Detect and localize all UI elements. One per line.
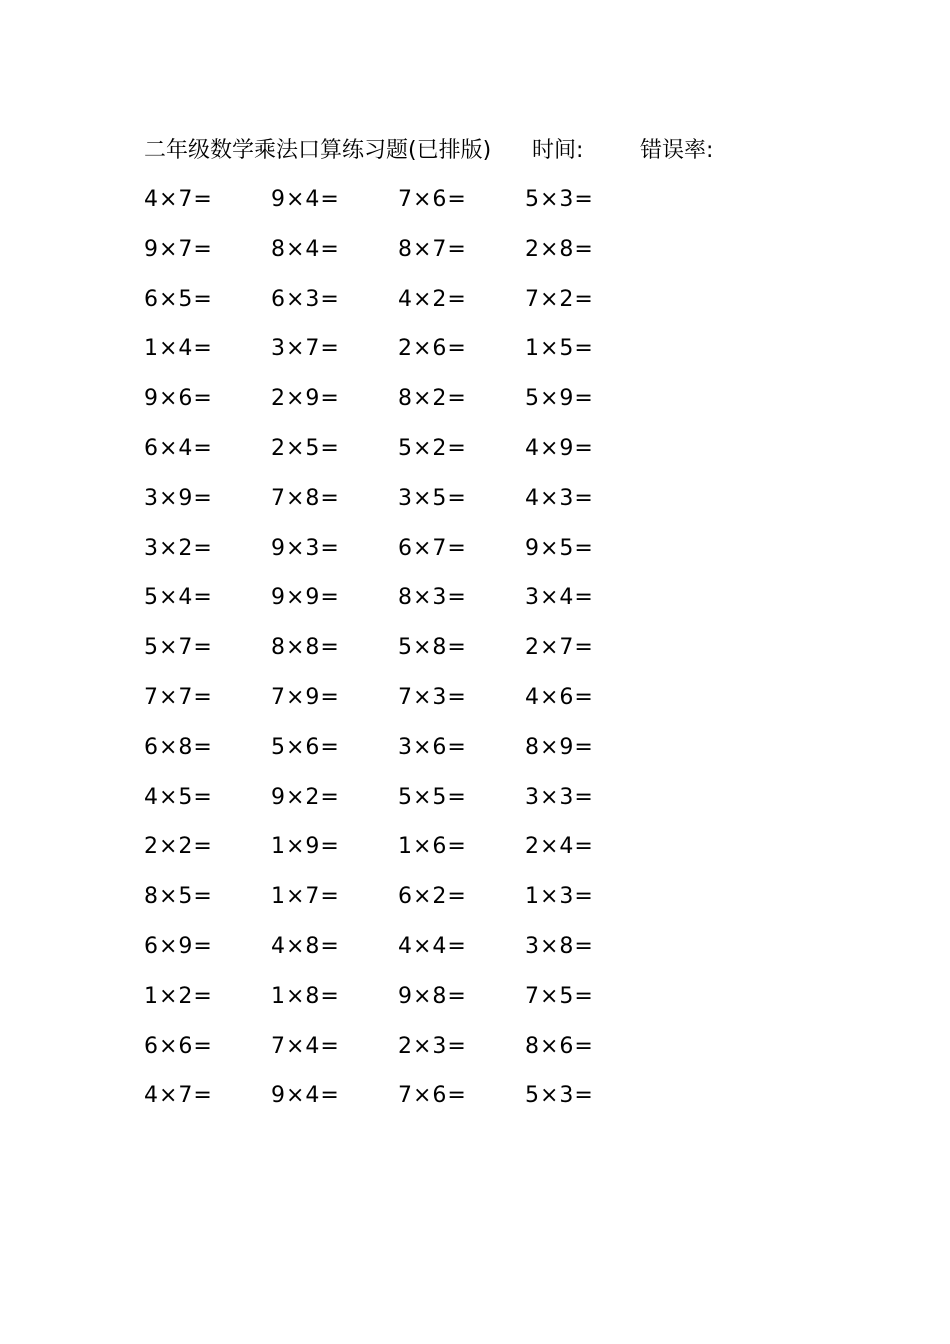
problem-item: 5×2= xyxy=(398,435,467,461)
problem-item: 2×5= xyxy=(271,435,340,461)
problem-item: 4×7= xyxy=(144,187,213,212)
problem-item: 3×5= xyxy=(398,485,467,511)
problem-item: 9×9= xyxy=(271,585,340,611)
problem-item: 9×4= xyxy=(271,1083,340,1109)
problem-item: 7×6= xyxy=(398,1083,467,1109)
problem-item: 1×7= xyxy=(271,884,340,910)
problem-item: 8×9= xyxy=(525,734,594,760)
problem-item: 5×3= xyxy=(525,187,594,212)
problem-item: 9×3= xyxy=(271,535,340,561)
problem-grid xyxy=(144,184,664,1130)
problem-item: 7×9= xyxy=(271,684,340,710)
problem-item: 4×2= xyxy=(398,286,467,312)
problem-row xyxy=(144,1080,664,1130)
problem-row xyxy=(144,184,664,234)
problem-item: 2×8= xyxy=(525,236,594,262)
problem-item: 3×7= xyxy=(271,336,340,362)
problem-item: 2×3= xyxy=(398,1033,467,1059)
problem-row xyxy=(144,931,664,981)
problem-item: 6×6= xyxy=(144,1033,213,1059)
problem-item: 4×8= xyxy=(271,933,340,959)
problem-item: 3×2= xyxy=(144,535,213,561)
problem-row xyxy=(144,284,664,334)
problem-item: 3×3= xyxy=(525,784,594,810)
problem-item: 7×6= xyxy=(398,187,467,212)
problem-item: 5×5= xyxy=(398,784,467,810)
problem-item: 9×2= xyxy=(271,784,340,810)
worksheet-header xyxy=(0,133,950,169)
problem-item: 3×6= xyxy=(398,734,467,760)
problem-row xyxy=(144,582,664,632)
problem-row xyxy=(144,433,664,483)
problem-item: 3×4= xyxy=(525,585,594,611)
problem-item: 6×8= xyxy=(144,734,213,760)
problem-item: 1×8= xyxy=(271,983,340,1009)
problem-item: 9×8= xyxy=(398,983,467,1009)
problem-row xyxy=(144,682,664,732)
problem-item: 2×4= xyxy=(525,834,594,860)
problem-item: 6×3= xyxy=(271,286,340,312)
problem-row xyxy=(144,632,664,682)
problem-item: 8×2= xyxy=(398,386,467,412)
problem-item: 8×6= xyxy=(525,1033,594,1059)
problem-item: 5×4= xyxy=(144,585,213,611)
worksheet-title: 二年级数学乘法口算练习题(已排版) xyxy=(144,138,492,163)
problem-item: 6×2= xyxy=(398,884,467,910)
problem-item: 9×6= xyxy=(144,386,213,412)
problem-item: 2×7= xyxy=(525,635,594,661)
problem-item: 4×3= xyxy=(525,485,594,511)
problem-item: 4×5= xyxy=(144,784,213,810)
problem-item: 5×9= xyxy=(525,386,594,412)
problem-row xyxy=(144,881,664,931)
problem-item: 9×5= xyxy=(525,535,594,561)
problem-item: 3×8= xyxy=(525,933,594,959)
problem-row xyxy=(144,383,664,433)
problem-item: 8×4= xyxy=(271,236,340,262)
problem-item: 8×7= xyxy=(398,236,467,262)
problem-item: 4×4= xyxy=(398,933,467,959)
problem-item: 4×9= xyxy=(525,435,594,461)
problem-item: 5×7= xyxy=(144,635,213,661)
problem-item: 8×8= xyxy=(271,635,340,661)
problem-row xyxy=(144,831,664,881)
problem-item: 5×8= xyxy=(398,635,467,661)
problem-row xyxy=(144,483,664,533)
problem-item: 6×7= xyxy=(398,535,467,561)
problem-item: 6×9= xyxy=(144,933,213,959)
problem-row xyxy=(144,782,664,832)
problem-item: 5×6= xyxy=(271,734,340,760)
problem-row xyxy=(144,533,664,583)
problem-item: 1×9= xyxy=(271,834,340,860)
problem-row xyxy=(144,234,664,284)
problem-item: 9×7= xyxy=(144,236,213,262)
problem-item: 2×9= xyxy=(271,386,340,412)
problem-item: 2×6= xyxy=(398,336,467,362)
problem-item: 7×2= xyxy=(525,286,594,312)
error-rate-label: 错误率: xyxy=(640,138,714,163)
problem-item: 9×4= xyxy=(271,187,340,212)
problem-item: 6×5= xyxy=(144,286,213,312)
time-label: 时间: xyxy=(532,138,584,163)
problem-item: 7×7= xyxy=(144,684,213,710)
problem-item: 7×4= xyxy=(271,1033,340,1059)
problem-item: 8×5= xyxy=(144,884,213,910)
problem-row xyxy=(144,333,664,383)
problem-item: 5×3= xyxy=(525,1083,594,1109)
problem-item: 1×5= xyxy=(525,336,594,362)
problem-item: 4×6= xyxy=(525,684,594,710)
problem-item: 1×3= xyxy=(525,884,594,910)
problem-item: 7×8= xyxy=(271,485,340,511)
problem-item: 7×3= xyxy=(398,684,467,710)
problem-row xyxy=(144,1031,664,1081)
problem-item: 4×7= xyxy=(144,1083,213,1109)
problem-item: 7×5= xyxy=(525,983,594,1009)
problem-item: 1×6= xyxy=(398,834,467,860)
problem-item: 1×4= xyxy=(144,336,213,362)
problem-item: 2×2= xyxy=(144,834,213,860)
problem-row xyxy=(144,981,664,1031)
problem-row xyxy=(144,732,664,782)
problem-item: 1×2= xyxy=(144,983,213,1009)
problem-item: 6×4= xyxy=(144,435,213,461)
problem-item: 3×9= xyxy=(144,485,213,511)
problem-item: 8×3= xyxy=(398,585,467,611)
